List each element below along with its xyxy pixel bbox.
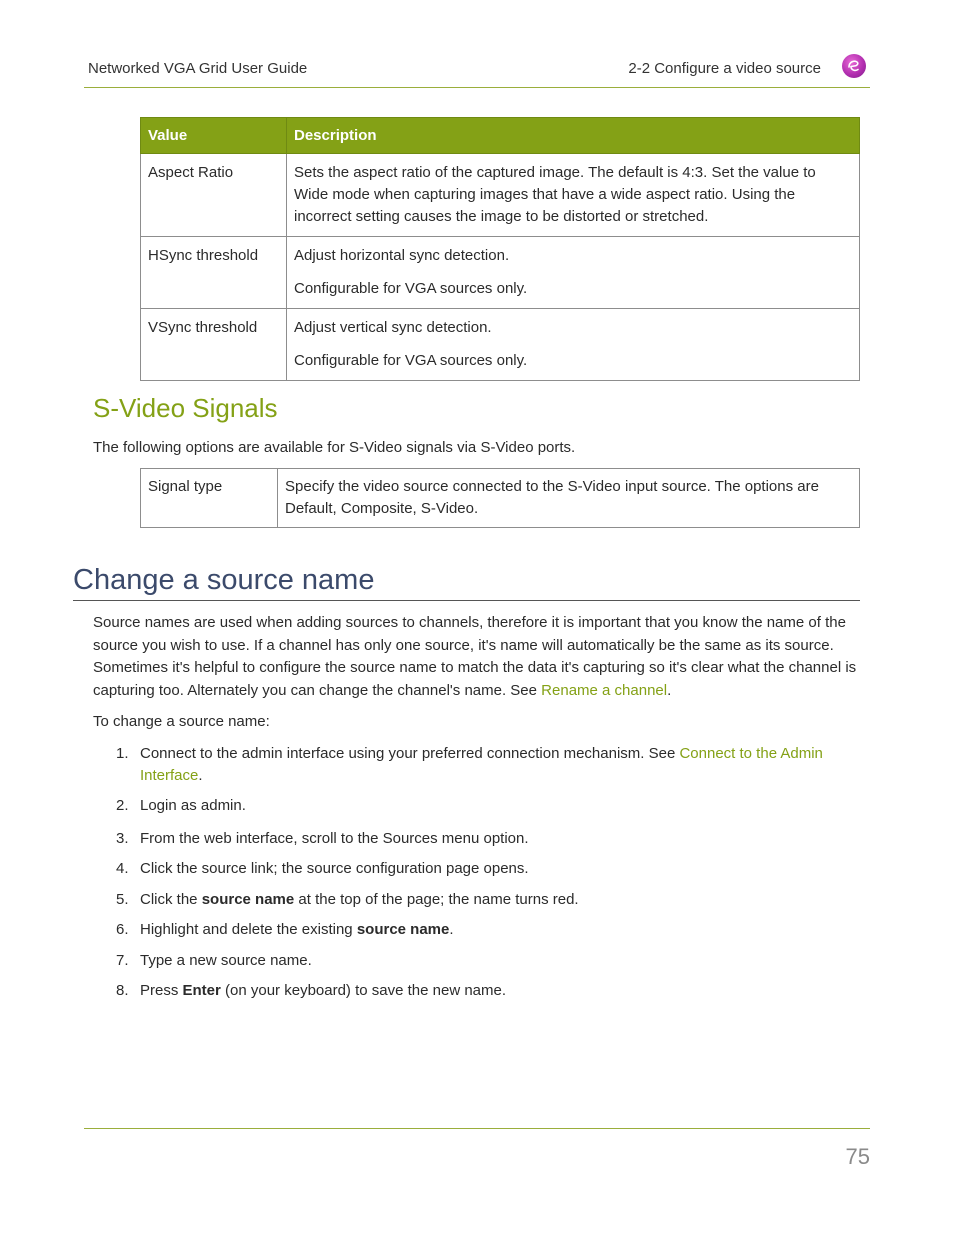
- description-text: Configurable for VGA sources only.: [294, 352, 528, 369]
- page-header: [84, 48, 870, 88]
- change-source-heading: Change a source name: [73, 564, 860, 601]
- step-number: 3.: [116, 830, 129, 847]
- description-text: Configurable for VGA sources only.: [294, 280, 528, 297]
- step-text: From the web interface, scroll to the Sources menu option.: [140, 830, 529, 847]
- step-number: 1.: [116, 745, 129, 762]
- paragraph-text: Source names are used when adding sources to channels, therefore it is important that you know the name of the source you wish to use. If a channel has only one source, it's name will automatically be the same as its source. Sometimes it's helpful to configure the source name to match the data it's capturing so it's clear what the channel is capturing too. Alternately you can change the channel's name. See: [93, 614, 857, 699]
- table-row: [141, 309, 860, 381]
- page-number: 75: [845, 1144, 870, 1169]
- svideo-heading: S-Video Signals: [93, 393, 278, 423]
- connect-admin-link[interactable]: Connect to the Admin Interface: [140, 745, 823, 784]
- table-cell-description: [287, 309, 860, 381]
- change-source-paragraph: [93, 612, 861, 702]
- svideo-intro: The following options are available for S-Video signals via S-Video ports.: [93, 439, 576, 456]
- paragraph-text: .: [667, 681, 672, 699]
- video-options-table: [140, 117, 860, 381]
- step-text: Login as admin.: [140, 797, 246, 814]
- step-number: 2.: [116, 797, 129, 814]
- section-title: 2-2 Configure a video source: [628, 60, 821, 77]
- steps-lead: To change a source name:: [93, 713, 270, 730]
- step-number: 8.: [116, 982, 129, 999]
- footer-divider: [84, 1128, 870, 1129]
- table-row: [141, 237, 860, 309]
- column-header-description: Description: [287, 118, 860, 154]
- list-item: [93, 919, 861, 941]
- table-cell-value: Aspect Ratio: [141, 154, 287, 237]
- description-text: Sets the aspect ratio of the captured image. The default is 4:3. Set the value to Wide mode when capturing images that have a wide aspect ratio. Using the incorrect setting causes the image to be distorted or stretched.: [294, 164, 816, 225]
- rename-channel-link[interactable]: Rename a channel: [541, 681, 668, 699]
- brand-logo-icon: [842, 54, 866, 78]
- step-number: 7.: [116, 952, 129, 969]
- table-header-row: [141, 118, 860, 154]
- step-text: Highlight and delete the existing: [140, 921, 357, 938]
- column-header-value: Value: [141, 118, 287, 154]
- table-cell-value: VSync threshold: [141, 309, 287, 381]
- step-bold-text: source name: [201, 891, 295, 908]
- list-item: [93, 743, 861, 787]
- step-number: 4.: [116, 860, 129, 877]
- step-text: Type a new source name.: [140, 952, 312, 969]
- table-cell-description: [287, 154, 860, 237]
- list-item: [93, 889, 861, 911]
- svideo-table: [140, 468, 860, 528]
- table-row: [141, 469, 860, 528]
- table-cell-description: Specify the video source connected to the S-Video input source. The options are Default, Composite, S-Video.: [278, 469, 860, 528]
- step-text: Click the: [140, 891, 202, 908]
- step-text: .: [449, 921, 454, 938]
- table-row: [141, 154, 860, 237]
- step-text: .: [198, 767, 203, 784]
- document-title: Networked VGA Grid User Guide: [88, 60, 308, 77]
- list-item: [93, 858, 861, 880]
- list-item: [93, 795, 861, 817]
- list-item: [93, 828, 861, 850]
- table-cell-description: [287, 237, 860, 309]
- step-text: (on your keyboard) to save the new name.: [220, 982, 507, 999]
- step-number: 6.: [116, 921, 129, 938]
- table-cell-value: HSync threshold: [141, 237, 287, 309]
- step-text: at the top of the page; the name turns red.: [294, 891, 579, 908]
- step-text: Connect to the admin interface using your preferred connection mechanism. See: [140, 745, 680, 762]
- step-bold-text: source name: [356, 921, 450, 938]
- list-item: [93, 950, 861, 972]
- step-bold-text: Enter: [182, 982, 221, 999]
- list-item: [93, 980, 861, 1002]
- step-text: Press: [140, 982, 183, 999]
- step-text: Click the source link; the source configuration page opens.: [140, 860, 529, 877]
- step-number: 5.: [116, 891, 129, 908]
- description-text: Adjust vertical sync detection.: [294, 319, 492, 336]
- table-cell-value: Signal type: [141, 469, 278, 528]
- description-text: Adjust horizontal sync detection.: [294, 247, 510, 264]
- steps-list: [93, 743, 861, 1002]
